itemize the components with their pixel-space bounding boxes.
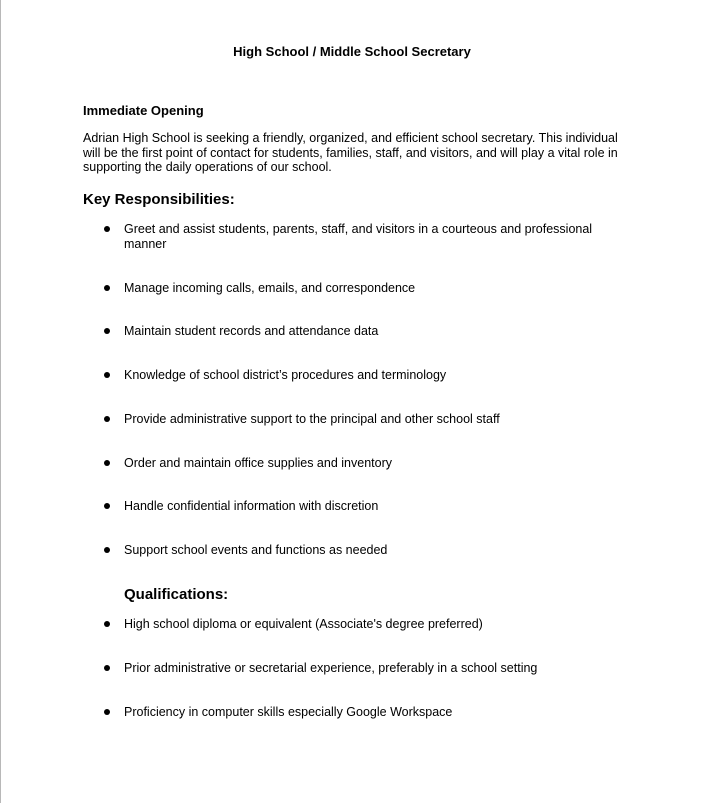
list-item: Manage incoming calls, emails, and correspondence [124,281,416,295]
intro-paragraph: Adrian High School is seeking a friendly, organized, and efficient school secretary. This individual will be the first point of contact for students, families, staff, and visitors, and will play a vital role in supporting the daily operations of our school. [83,131,618,175]
list-item: Greet and assist students, parents, staff, and visitors in a courteous and professional manner [124,222,593,251]
opening-label: Immediate Opening [83,103,204,118]
bullet-icon [104,226,110,232]
document-title: High School / Middle School Secretary [233,44,471,59]
bullet-icon [104,503,110,509]
bullet-icon [104,547,110,553]
list-item: Support school events and functions as needed [124,543,388,557]
bullet-icon [104,621,110,627]
bullet-icon [104,372,110,378]
list-item: Proficiency in computer skills especially Google Workspace [124,705,453,719]
bullet-icon [104,328,110,334]
list-item: High school diploma or equivalent (Associate's degree preferred) [124,617,483,631]
list-item: Knowledge of school district’s procedures and terminology [124,368,447,382]
bullet-icon [104,460,110,466]
bullet-icon [104,709,110,715]
list-item: Order and maintain office supplies and inventory [124,456,392,470]
qualifications-heading: Qualifications: [124,586,229,603]
page-left-edge [0,0,1,803]
responsibilities-heading: Key Responsibilities: [83,191,235,208]
list-item: Handle confidential information with discretion [124,499,379,513]
list-item: Prior administrative or secretarial experience, preferably in a school setting [124,661,538,675]
bullet-icon [104,285,110,291]
list-item: Provide administrative support to the principal and other school staff [124,412,500,426]
list-item: Maintain student records and attendance data [124,324,379,338]
bullet-icon [104,416,110,422]
bullet-icon [104,665,110,671]
